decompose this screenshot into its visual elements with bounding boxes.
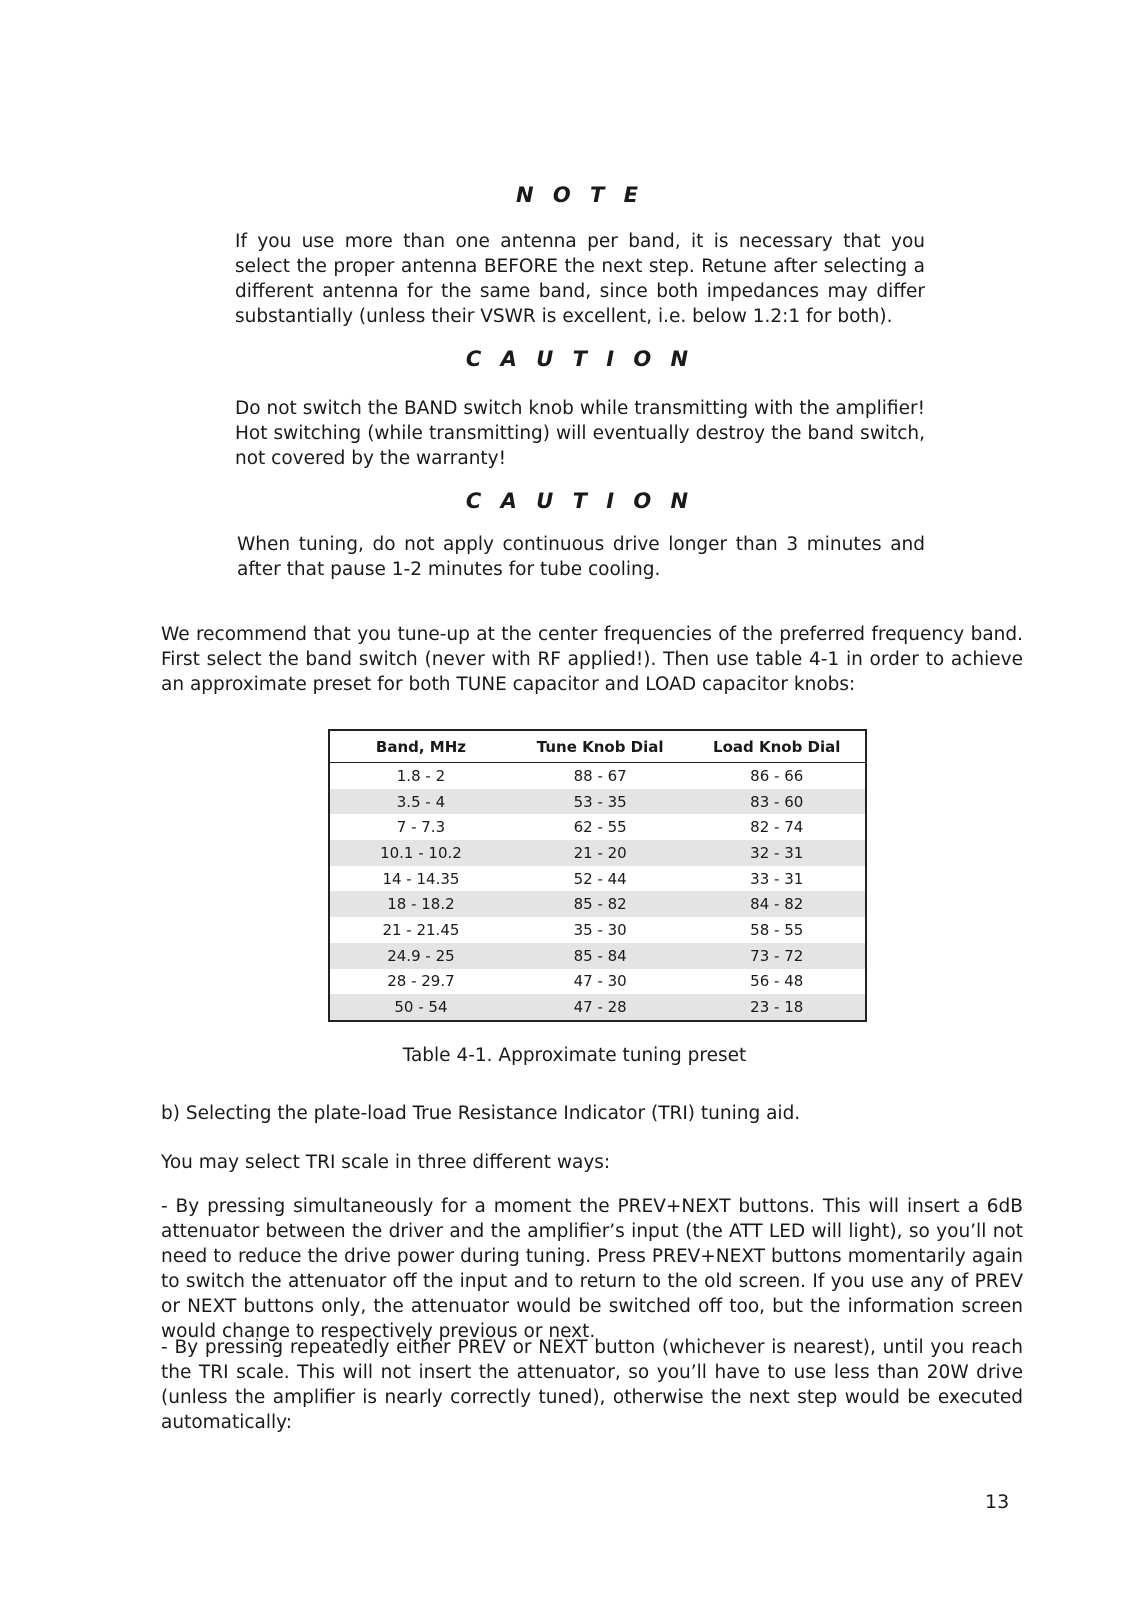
load-cell: 82 - 74 [750,818,804,837]
table-row [330,994,865,1020]
table-header-row [330,731,865,763]
band-cell: 3.5 - 4 [330,789,512,815]
table-row [330,943,865,969]
load-cell: 58 - 55 [750,920,804,939]
column-header-band: Band, MHz [330,731,512,763]
table-caption: Table 4-1. Approximate tuning preset [402,1045,747,1066]
intro-paragraph: We recommend that you tune-up at the center frequencies of the preferred frequency band. First select the band switch (never with RF applied!). Then use table 4-1 in order to achieve an approximate preset for both TUNE capacitor and LOAD capacitor knobs: [161,624,1023,695]
way-2-paragraph: - By pressing repeatedly either PREV or NEXT button (whichever is nearest), until you reach the TRI scale. This will not insert the attenuator, so you’ll have to use less than 20W drive (unless the amplifier is nearly correctly tuned), otherwise the next step would be executed automatically: [161,1337,1023,1433]
table-row [330,969,865,995]
caution-text-2: When tuning, do not apply continuous drive longer than 3 minutes and after that pause 1-2 minutes for tube cooling. [237,534,925,580]
band-cell: 14 - 14.35 [382,869,460,888]
band-cell: 18 - 18.2 [330,891,512,917]
band-cell: 28 - 29.7 [387,972,455,991]
table-row [330,891,865,917]
table-row [330,917,865,943]
tuning-preset-table [328,729,867,1022]
band-cell: 1.8 - 2 [396,766,446,785]
page-number: 13 [985,1491,1010,1513]
load-cell: 73 - 72 [688,943,865,969]
tune-cell: 53 - 35 [512,789,689,815]
column-header-tune: Tune Knob Dial [512,731,689,763]
tune-cell: 35 - 30 [573,920,627,939]
tune-cell: 62 - 55 [573,818,627,837]
section-b-heading: b) Selecting the plate-load True Resistance Indicator (TRI) tuning aid. [161,1103,801,1124]
tune-cell: 85 - 82 [512,891,689,917]
column-header-load: Load Knob Dial [688,731,865,763]
ways-intro: You may select TRI scale in three different ways: [161,1152,611,1173]
tuning-table [330,731,865,1020]
way-1-paragraph: - By pressing simultaneously for a moment the PREV+NEXT buttons. This will insert a 6dB attenuator between the driver and the amplifier’s input (the ATT LED will light), so you’ll not need to reduce the drive power during tuning. Press PREV+NEXT buttons momentarily again to switch the attenuator off the input and to return to the old screen. If you use any of PREV or NEXT buttons only, the attenuator would be switched off too, but the information screen would change to respectively previous or next. [161,1196,1023,1342]
band-cell: 21 - 21.45 [382,920,460,939]
table-row [330,840,865,866]
load-cell: 32 - 31 [688,840,865,866]
load-cell: 23 - 18 [688,994,865,1020]
table-row [330,814,865,840]
load-cell: 83 - 60 [688,789,865,815]
load-cell: 84 - 82 [688,891,865,917]
tune-cell: 52 - 44 [573,869,627,888]
band-cell: 7 - 7.3 [396,818,446,837]
table-row [330,789,865,815]
note-text: If you use more than one antenna per band, it is necessary that you select the proper antenna BEFORE the next step. Retune after selecting a different antenna for the same band, since both impedances may differ substantially (unless their VSWR is excellent, i.e. below 1.2:1 for both). [235,231,925,327]
band-cell: 50 - 54 [330,994,512,1020]
tune-cell: 21 - 20 [512,840,689,866]
load-cell: 33 - 31 [750,869,804,888]
caution-heading-2: C A U T I O N [465,489,695,513]
band-cell: 10.1 - 10.2 [330,840,512,866]
note-heading: N O T E [515,183,645,207]
tune-cell: 88 - 67 [573,766,627,785]
load-cell: 56 - 48 [750,972,804,991]
tune-cell: 47 - 28 [512,994,689,1020]
table-row [330,763,865,789]
load-cell: 86 - 66 [750,766,804,785]
tune-cell: 47 - 30 [573,972,627,991]
tune-cell: 85 - 84 [512,943,689,969]
caution-text-1: Do not switch the BAND switch knob while transmitting with the amplifier! Hot switching (while transmitting) will eventually destroy the band switch, not covered by the warranty! [235,398,925,469]
table-row [330,866,865,892]
caution-heading-1: C A U T I O N [465,347,695,371]
band-cell: 24.9 - 25 [330,943,512,969]
